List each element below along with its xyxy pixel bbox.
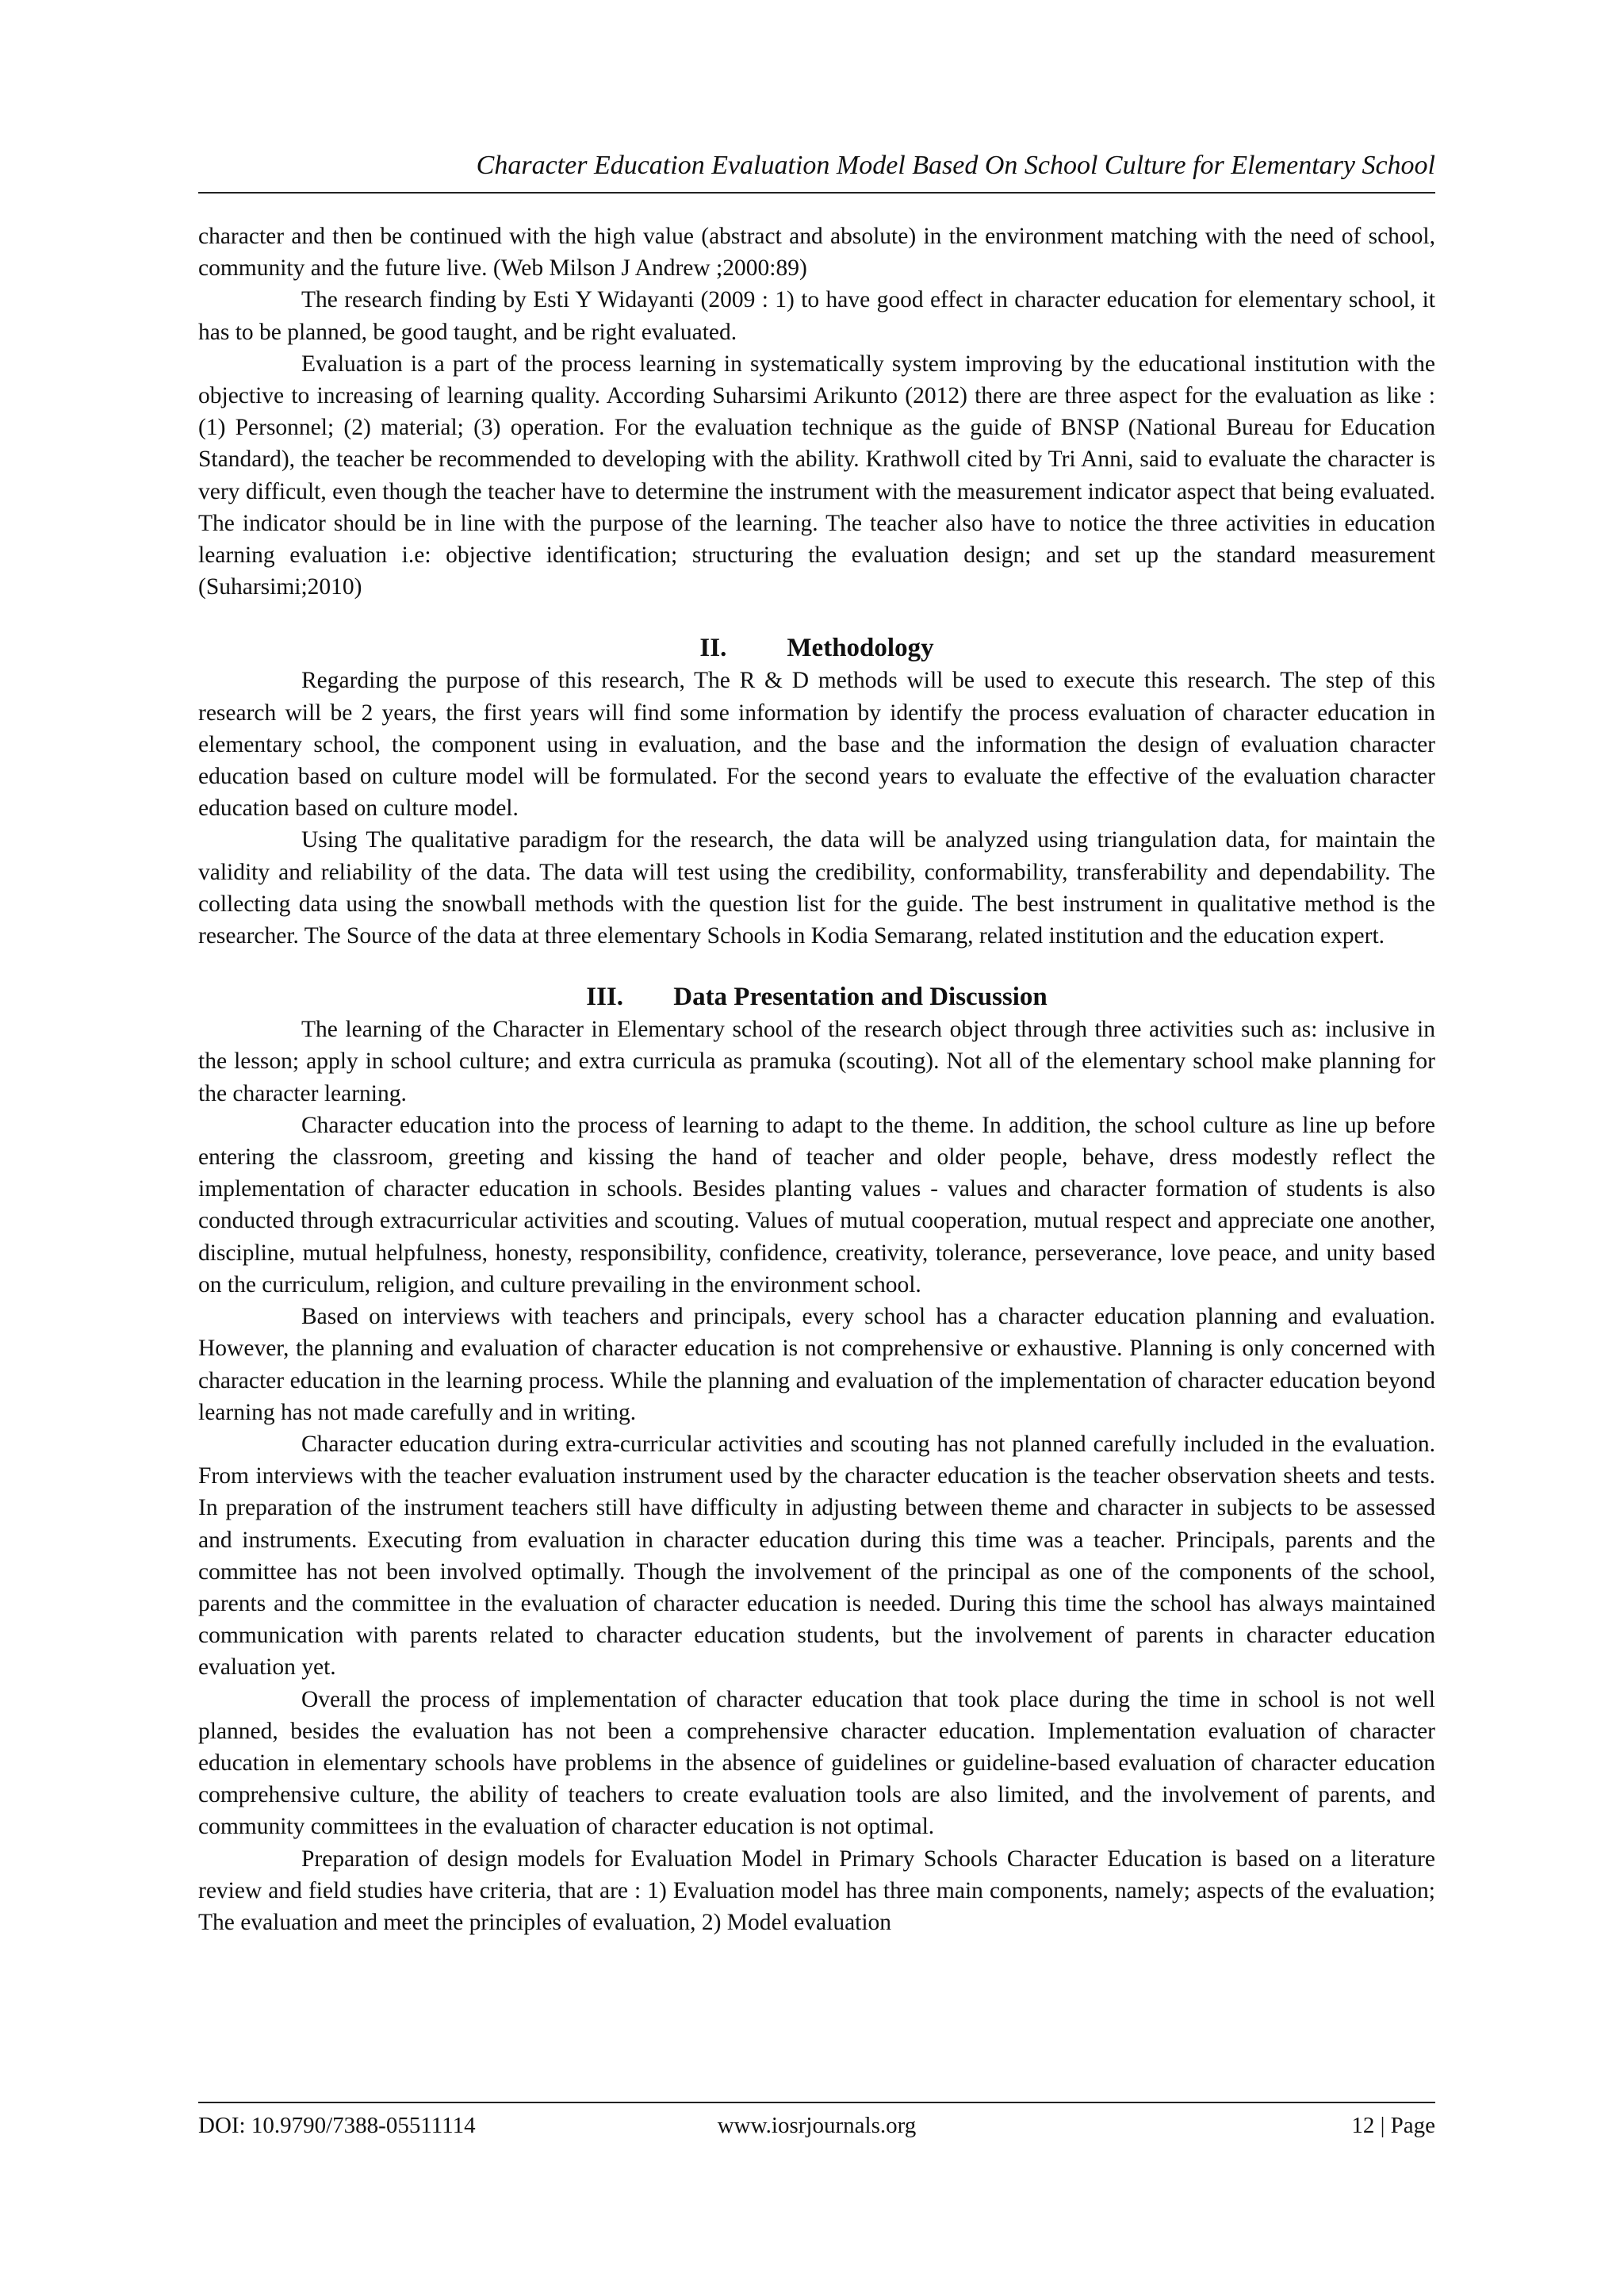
running-header: Character Education Evaluation Model Based On School Culture for Elementary School <box>476 151 1435 180</box>
paragraph: The research finding by Esti Y Widayanti (2009 : 1) to have good effect in character education for elementary school, it has to be planned, be good taught, and be right evaluated. <box>198 287 1435 345</box>
paragraph: The learning of the Character in Elementary school of the research object through three activities such as: inclusive in the lesson; apply in school culture; and extra curricula as pramuka (scouting). Not all of the elementary school make planning for the character learning. <box>198 1017 1435 1106</box>
footer-page-number: 12 | Page <box>1351 2113 1435 2138</box>
footer-doi: DOI: 10.9790/7388-05511114 <box>198 2113 476 2138</box>
section-number: II. <box>699 634 727 663</box>
paragraph-continuation: character and then be continued with the high value (abstract and absolute) in the environment matching with the need of school, community and the future live. (Web Milson J Andrew ;2000:89) <box>198 224 1435 282</box>
paragraph: Evaluation is a part of the process learning in systematically system improving by the educational institution with the objective to increasing of learning quality. According Suharsimi Arikunto (2012) there are three aspect for the evaluation as like : (1) Personnel; (2) material; (3) operation. For the evaluation technique as the guide of BNSP (National Bureau for Education Standard), the teacher be recommended to developing with the ability. Krathwoll cited by Tri Anni, said to evaluate the character is very difficult, even though the teacher have to determine the instrument with the measurement indicator aspect that being evaluated. The indicator should be in line with the purpose of the learning. The teacher also have to notice the three activities in education learning evaluation i.e: objective identification; structuring the evaluation design; and set up the standard measurement (Suharsimi;2010) <box>198 351 1435 600</box>
paragraph: Character education into the process of learning to adapt to the theme. In addition, the school culture as line up before entering the classroom, greeting and kissing the hand of teacher and older people, behave, dress modestly reflect the implementation of character education in schools. Besides planting values - values and character formation of students is also conducted through extracurricular activities and scouting. Values of mutual cooperation, mutual respect and appreciate one another, discipline, mutual helpfulness, honesty, responsibility, confidence, creativity, tolerance, perseverance, love peace, and unity based on the curriculum, religion, and culture prevailing in the environment school. <box>198 1112 1435 1297</box>
paragraph: Preparation of design models for Evaluation Model in Primary Schools Character Education is based on a literature review and field studies have criteria, that are : 1) Evaluation model has three main components, namely; aspects of the evaluation; The evaluation and meet the principles of evaluation, 2) Model evaluation <box>198 1846 1435 1935</box>
paragraph: Character education during extra-curricular activities and scouting has not planned carefully included in the evaluation. From interviews with the teacher evaluation instrument used by the character education is the teacher observation sheets and tests. In preparation of the instrument teachers still have difficulty in adjusting between theme and character in subjects to be assessed and instruments. Executing from evaluation in character education during this time was a teacher. Principals, parents and the committee has not been involved optimally. Though the involvement of the principal as one of the components of the school, parents and the committee in the evaluation of character education is needed. During this time the school has always maintained communication with parents related to character education students, but the involvement of parents in character education evaluation yet. <box>198 1431 1435 1681</box>
section-heading-methodology <box>198 631 1435 665</box>
paragraph: Overall the process of implementation of character education that took place during the time in school is not well planned, besides the evaluation has not been a comprehensive character education. Implementation evaluation of character education in elementary schools have problems in the absence of guidelines or guideline-based evaluation of character education comprehensive culture, the ability of teachers to create evaluation tools are also limited, and the involvement of parents, and community committees in the evaluation of character education is not optimal. <box>198 1686 1435 1840</box>
footer-rule <box>198 2102 1435 2103</box>
paragraph: Regarding the purpose of this research, The R & D methods will be used to execute this research. The step of this research will be 2 years, the first years will find some information by identify the process evaluation of character education in elementary school, the component using in evaluation, and the base and the information the design of evaluation character education based on culture model will be formulated. For the second years to evaluate the effective of the evaluation character education based on culture model. <box>198 668 1435 822</box>
page-body <box>198 220 1435 1938</box>
header-rule <box>198 192 1435 194</box>
section-heading-data-presentation <box>198 980 1435 1014</box>
section-title: Data Presentation and Discussion <box>673 983 1048 1012</box>
paragraph: Using The qualitative paradigm for the research, the data will be analyzed using triangulation data, for maintain the validity and reliability of the data. The data will test using the credibility, conformability, transferability and dependability. The collecting data using the snowball methods with the question list for the guide. The best instrument in qualitative method is the researcher. The Source of the data at three elementary Schools in Kodia Semarang, related institution and the education expert. <box>198 827 1435 949</box>
paragraph: Based on interviews with teachers and principals, every school has a character education planning and evaluation. However, the planning and evaluation of character education is not comprehensive or exhaustive. Planning is only concerned with character education in the learning process. While the planning and evaluation of the implementation of character education beyond learning has not made carefully and in writing. <box>198 1304 1435 1425</box>
section-number: III. <box>586 983 624 1012</box>
page-footer <box>198 2110 1435 2141</box>
footer-website: www.iosrjournals.org <box>717 2113 917 2138</box>
section-title: Methodology <box>787 634 934 663</box>
